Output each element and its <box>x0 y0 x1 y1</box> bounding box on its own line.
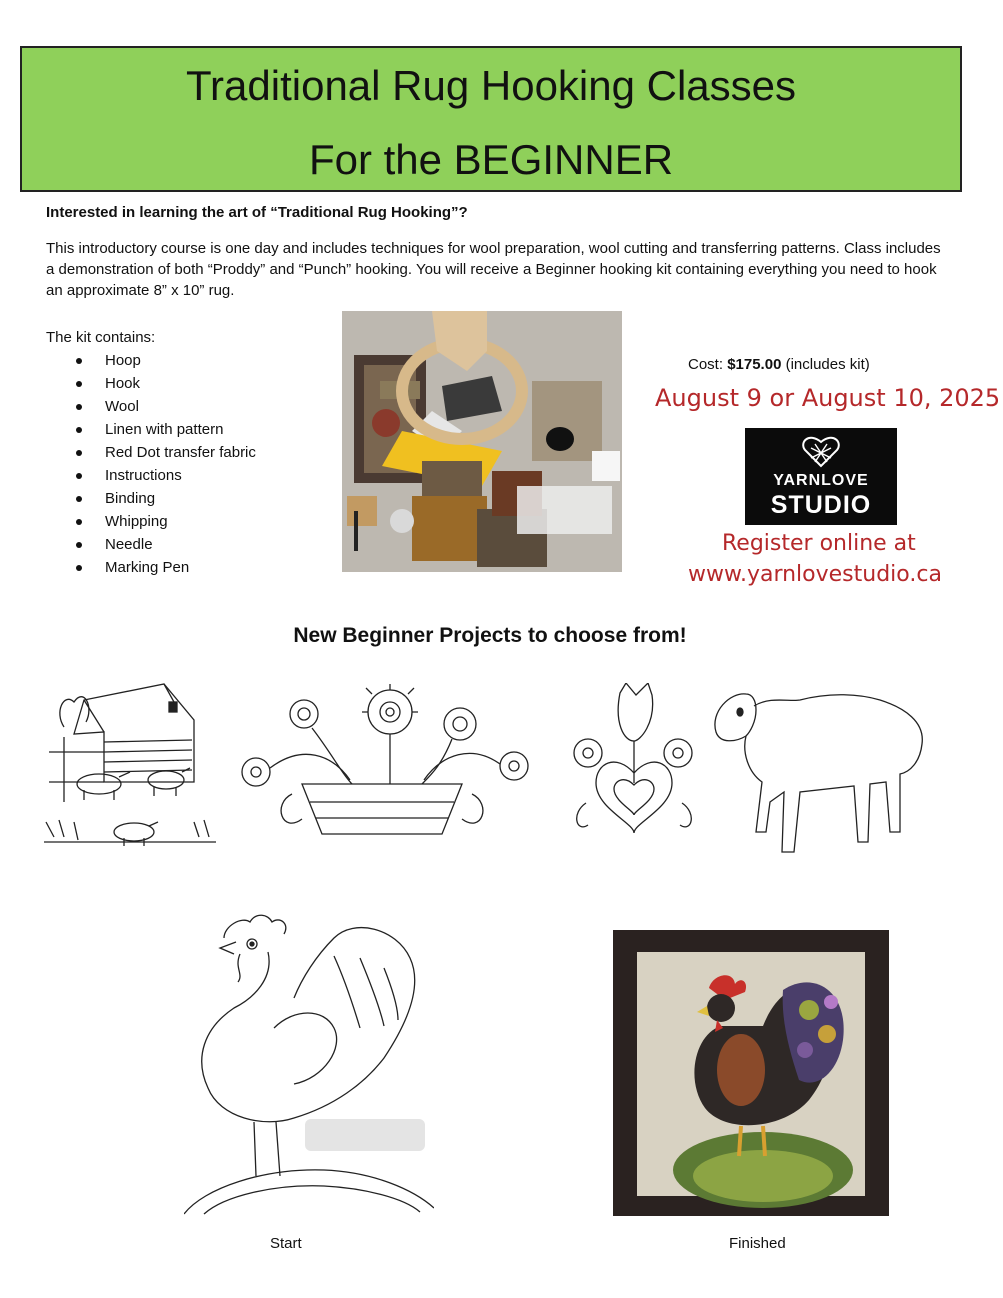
projects-heading: New Beginner Projects to choose from! <box>293 624 687 647</box>
kit-list <box>74 349 256 579</box>
sheep-drawing <box>710 682 928 862</box>
lead-question: Interested in learning the art of “Traditional Rug Hooking”? <box>46 204 468 221</box>
cost-price: $175.00 <box>727 356 782 373</box>
kit-title: The kit contains: <box>46 329 156 346</box>
farm-pattern-drawing <box>44 672 216 862</box>
kit-item: Whipping <box>74 510 256 533</box>
flower-basket-drawing <box>232 684 538 856</box>
kit-item: Hook <box>74 372 256 395</box>
cost-label: Cost: <box>688 356 728 373</box>
caption-start: Start <box>270 1235 302 1252</box>
heart-knot-icon <box>801 434 841 468</box>
kit-item: Marking Pen <box>74 556 256 579</box>
intro-paragraph: This introductory course is one day and includes techniques for wool preparation, wool cutting and transferring patterns. Class includes a demonstration of both “Proddy” and “Punch” hooking. You will receive a Beginner hooking kit containing everything you need to hook an approximate 8” x 10” rug. <box>46 240 941 299</box>
kit-item: Red Dot transfer fabric <box>74 441 256 464</box>
kit-item: Instructions <box>74 464 256 487</box>
kit-item: Binding <box>74 487 256 510</box>
rooster-outline-drawing <box>184 908 434 1218</box>
logo-line-1: YARNLOVE <box>773 472 869 489</box>
shadow-smudge <box>305 1113 425 1157</box>
tulip-heart-drawing <box>566 683 704 861</box>
kit-item: Hoop <box>74 349 256 372</box>
cost-line <box>688 356 870 373</box>
title-line-2: For the BEGINNER <box>308 136 674 183</box>
cost-note: (includes kit) <box>781 356 870 373</box>
register-url[interactable]: www.yarnlovestudio.ca <box>688 562 942 587</box>
title-banner <box>20 46 962 192</box>
kit-item: Linen with pattern <box>74 418 256 441</box>
logo-line-2: STUDIO <box>770 491 872 519</box>
register-line-1: Register online at <box>722 531 916 556</box>
kit-item: Wool <box>74 395 256 418</box>
caption-finished: Finished <box>729 1235 786 1252</box>
yarnlove-studio-logo <box>745 428 897 525</box>
title-line-1: Traditional Rug Hooking Classes <box>185 62 797 109</box>
class-dates: August 9 or August 10, 2025 <box>655 384 1001 412</box>
finished-rooster-rug <box>613 930 889 1216</box>
kit-photo <box>342 311 622 572</box>
kit-item: Needle <box>74 533 256 556</box>
